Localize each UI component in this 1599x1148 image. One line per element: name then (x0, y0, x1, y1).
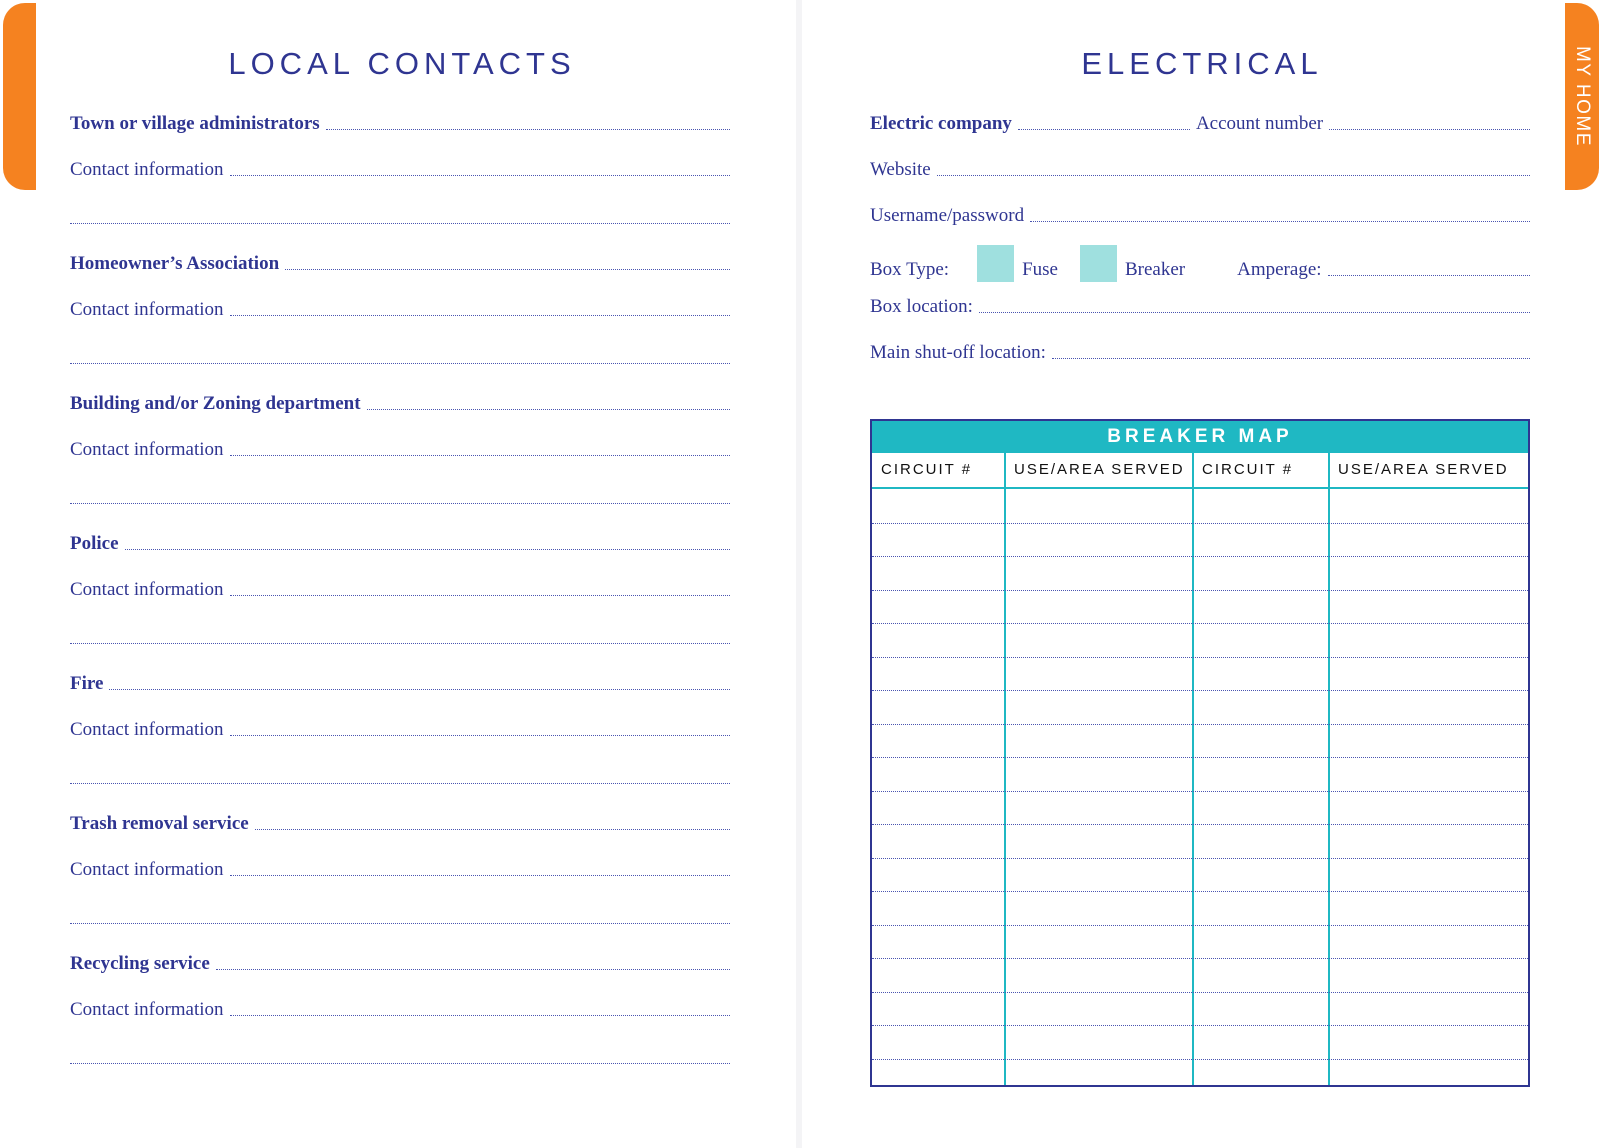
contact-information-label: Contact information (70, 719, 224, 740)
box-location-label: Box location: (870, 296, 973, 317)
breaker-map-row[interactable] (872, 590, 1528, 591)
contact-section-label: Homeowner’s Association (70, 253, 280, 274)
contact-information-row (70, 858, 730, 882)
contact-section-label: Town or village administrators (70, 113, 320, 134)
col-circuit-1: CIRCUIT # (881, 461, 973, 478)
box-type-row (870, 245, 1530, 282)
contact-information-extra-line[interactable] (70, 1063, 730, 1064)
contact-information-row (70, 998, 730, 1022)
contact-section-input[interactable] (367, 408, 730, 410)
contact-section-row (70, 532, 730, 556)
box-type-label: Box Type: (870, 259, 950, 280)
main-shutoff-input[interactable] (1052, 357, 1530, 359)
contact-information-input[interactable] (230, 454, 730, 456)
breaker-map-row[interactable] (872, 824, 1528, 825)
contact-section-input[interactable] (109, 688, 730, 690)
contact-information-row (70, 718, 730, 742)
username-password-row (870, 204, 1530, 228)
box-location-row (870, 295, 1530, 319)
contact-information-label: Contact information (70, 439, 224, 460)
contact-section-label: Trash removal service (70, 813, 249, 834)
breaker-map-row[interactable] (872, 724, 1528, 725)
side-tab-left (3, 3, 36, 190)
breaker-map-row[interactable] (872, 858, 1528, 859)
contact-information-input[interactable] (230, 594, 730, 596)
contact-information-row (70, 578, 730, 602)
contact-information-extra-line[interactable] (70, 643, 730, 644)
col-use-area-1: USE/AREA SERVED (1014, 461, 1185, 478)
username-password-input[interactable] (1030, 220, 1530, 222)
fuse-label: Fuse (1022, 259, 1058, 280)
contact-information-extra-line[interactable] (70, 223, 730, 224)
box-location-input[interactable] (979, 311, 1530, 313)
contact-information-label: Contact information (70, 999, 224, 1020)
website-row (870, 158, 1530, 182)
contact-section-row (70, 952, 730, 976)
col-circuit-2: CIRCUIT # (1202, 461, 1294, 478)
contact-information-extra-line[interactable] (70, 363, 730, 364)
breaker-map-row[interactable] (872, 1059, 1528, 1060)
contact-section-row (70, 252, 730, 276)
breaker-map-row[interactable] (872, 623, 1528, 624)
electric-company-row (870, 112, 1530, 136)
breaker-map-row[interactable] (872, 657, 1528, 658)
column-divider (1004, 453, 1006, 1085)
contact-section-row (70, 812, 730, 836)
contact-information-label: Contact information (70, 859, 224, 880)
amperage-input[interactable] (1328, 274, 1530, 276)
contact-information-input[interactable] (230, 734, 730, 736)
contact-section-row (70, 392, 730, 416)
local-contacts-title: LOCAL CONTACTS (228, 46, 576, 81)
breaker-map-title: BREAKER MAP (872, 421, 1528, 453)
amperage-label: Amperage: (1237, 259, 1322, 280)
contact-information-input[interactable] (230, 1014, 730, 1016)
breaker-map-header-row (872, 453, 1528, 489)
website-input[interactable] (937, 174, 1530, 176)
breaker-map-row[interactable] (872, 556, 1528, 557)
electrical-title: ELECTRICAL (1081, 46, 1323, 81)
contact-section-row (70, 112, 730, 136)
contact-information-input[interactable] (230, 314, 730, 316)
contact-information-label: Contact information (70, 299, 224, 320)
contact-section-label: Recycling service (70, 953, 210, 974)
contact-section-label: Building and/or Zoning department (70, 393, 361, 414)
contact-section-label: Police (70, 533, 119, 554)
account-number-label: Account number (1195, 113, 1324, 134)
username-password-label: Username/password (870, 205, 1025, 226)
side-tab-my-home[interactable] (1565, 3, 1599, 190)
main-shutoff-label: Main shut-off location: (870, 342, 1046, 363)
contact-section-input[interactable] (326, 128, 730, 130)
breaker-map-row[interactable] (872, 523, 1528, 524)
breaker-map-table (870, 419, 1530, 1087)
breaker-checkbox[interactable] (1080, 245, 1117, 282)
contact-information-row (70, 158, 730, 182)
contact-information-extra-line[interactable] (70, 503, 730, 504)
breaker-map-row[interactable] (872, 757, 1528, 758)
breaker-map-row[interactable] (872, 1025, 1528, 1026)
website-label: Website (870, 159, 931, 180)
contact-information-label: Contact information (70, 159, 224, 180)
contact-section-input[interactable] (125, 548, 730, 550)
fuse-checkbox[interactable] (977, 245, 1014, 282)
contact-information-label: Contact information (70, 579, 224, 600)
breaker-label: Breaker (1124, 259, 1186, 280)
contact-information-extra-line[interactable] (70, 923, 730, 924)
contact-section-row (70, 672, 730, 696)
main-shutoff-row (870, 341, 1530, 365)
page-gutter (796, 0, 802, 1148)
contact-information-row (70, 438, 730, 462)
contact-section-input[interactable] (285, 268, 730, 270)
breaker-map-row[interactable] (872, 992, 1528, 993)
account-number-input[interactable] (1329, 128, 1530, 130)
contact-section-label: Fire (70, 673, 104, 694)
breaker-map-row[interactable] (872, 958, 1528, 959)
col-use-area-2: USE/AREA SERVED (1338, 461, 1509, 478)
contact-section-input[interactable] (255, 828, 730, 830)
breaker-map-row[interactable] (872, 925, 1528, 926)
contact-information-row (70, 298, 730, 322)
breaker-map-row[interactable] (872, 690, 1528, 691)
contact-information-extra-line[interactable] (70, 783, 730, 784)
column-divider (1328, 453, 1330, 1085)
breaker-map-row[interactable] (872, 791, 1528, 792)
electric-company-input[interactable] (1018, 128, 1190, 130)
breaker-map-row[interactable] (872, 891, 1528, 892)
electric-company-label: Electric company (870, 113, 1012, 134)
side-tab-label: MY HOME (1572, 46, 1593, 147)
contact-information-input[interactable] (230, 874, 730, 876)
contact-information-input[interactable] (230, 174, 730, 176)
contact-section-input[interactable] (216, 968, 730, 970)
column-divider (1192, 453, 1194, 1085)
